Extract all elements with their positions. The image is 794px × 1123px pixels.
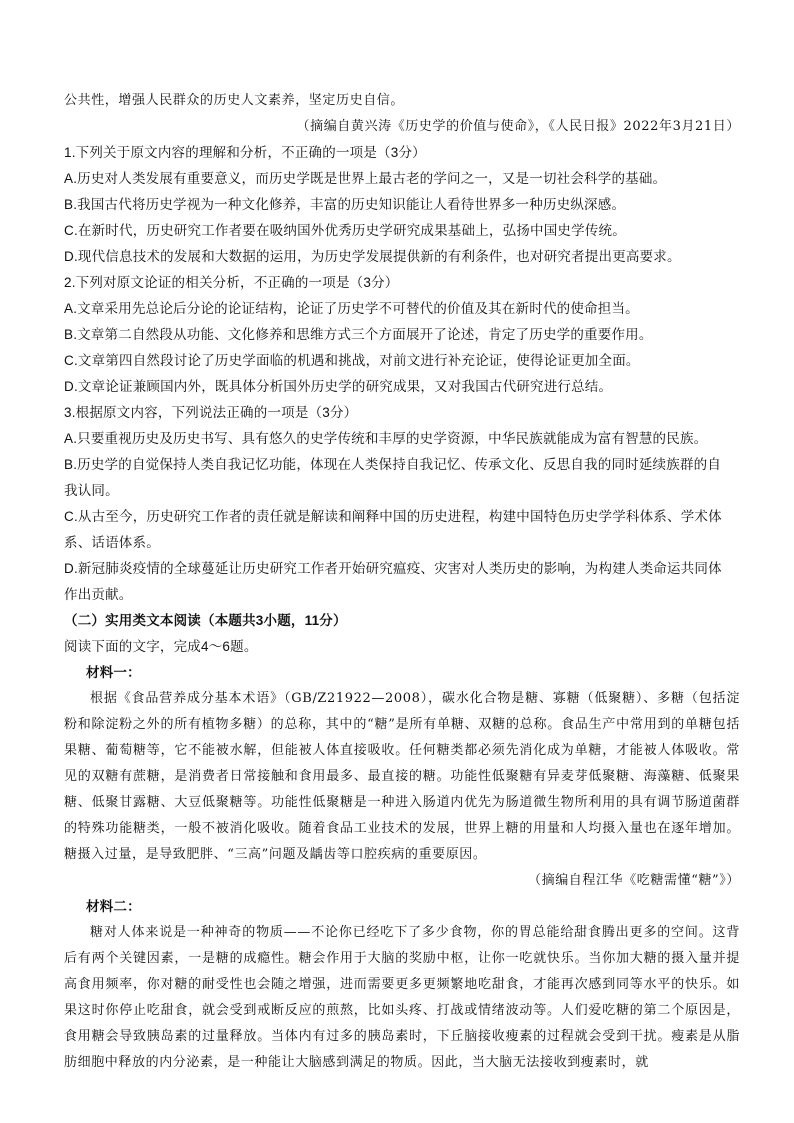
section-2-heading: （二）实用类文本阅读（本题共3小题，11分）	[64, 613, 347, 628]
question-3-option-d-line1: D.新冠肺炎疫情的全球蔓延让历史研究工作者开始研究瘟疫、灾害对人类历史的影响，为构建人类命运共同体	[64, 561, 722, 576]
question-3-option-d-line2: 作出贡献。	[64, 587, 133, 602]
material-1-source: （摘编自程江华《吃糖需懂“糖”》）	[528, 873, 740, 888]
question-2-option-b: B.文章第二自然段从功能、文化修养和思维方式三个方面展开了论述，肯定了历史学的重要作用。	[64, 327, 653, 342]
question-3	[64, 400, 740, 608]
section-2-instruction: 阅读下面的文字，完成4～6题。	[64, 639, 258, 654]
material-2	[64, 894, 740, 1076]
question-1-stem: 1.下列关于原文内容的理解和分析，不正确的一项是（3分）	[64, 145, 426, 160]
question-3-option-c-line2: 系、话语体系。	[64, 535, 160, 550]
question-3-stem: 3.根据原文内容，下列说法正确的一项是（3分）	[64, 405, 358, 420]
question-2-stem: 2.下列对原文论证的相关分析，不正确的一项是（3分）	[64, 275, 399, 290]
article-source: （摘编自黄兴涛《历史学的价值与使命》，《人民日报》2022年3月21日）	[296, 119, 740, 134]
question-2-option-a: A.文章采用先总论后分论的论证结构，论证了历史学不可替代的价值及其在新时代的使命担当。	[64, 301, 639, 316]
question-1-option-c: C.在新时代，历史研究工作者要在吸纳国外优秀历史学研究成果基础上，弘扬中国史学传统。	[64, 223, 626, 238]
material-1	[64, 660, 740, 894]
question-1-option-d: D.现代信息技术的发展和大数据的运用，为历史学发展提供新的有利条件，也对研究者提出更高要求。	[64, 249, 681, 264]
question-1	[64, 140, 740, 270]
material-2-label: 材料二：	[86, 899, 141, 914]
material-2-text: 糖对人体来说是一种神奇的物质——不论你已经吃下了多少食物，你的胃总能给甜食腾出更多的空间。这背后有两个关键因素，一是糖的成瘾性。糖会作用于大脑的奖励中枢，让你一吃就快乐。当你加大糖的摄入量并提高食用频率，你对糖的耐受性也会随之增强，进而需要更多更频繁地吃甜食，才能再次感到同等水平的快乐。如果这时你停止吃甜食，就会受到戒断反应的煎熬，比如头疼、打战或情绪波动等。人们爱吃糖的第二个原因是，食用糖会导致胰岛素的过量释放。当体内有过多的胰岛素时，下丘脑接收瘦素的过程就会受到干扰。瘦素是从脂肪细胞中释放的内分泌素，是一种能让大脑感到满足的物质。因此，当大脑无法接收到瘦素时，就	[64, 925, 740, 1070]
material-1-label: 材料一：	[86, 665, 141, 680]
question-1-option-b: B.我国古代将历史学视为一种文化修养，丰富的历史知识能让人看待世界多一种历史纵深感。	[64, 197, 626, 212]
question-3-option-b-line1: B.历史学的自觉保持人类自我记忆功能，体现在人类保持自我记忆、传承文化、反思自我的同时延续族群的自	[64, 457, 722, 472]
question-3-option-c-line1: C.从古至今，历史研究工作者的责任就是解读和阐释中国的历史进程，构建中国特色历史学学科体系、学术体	[64, 509, 722, 524]
material-1-text: 根据《食品营养成分基本术语》（GB/Z21922—2008），碳水化合物是糖、寡糖（低聚糖）、多糖（包括淀粉和除淀粉之外的所有植物多糖）的总称，其中的“糖”是所有单糖、双糖的总称。食品生产中常用到的单糖包括果糖、葡萄糖等，它不能被水解，但能被人体直接吸收。任何糖类都必须先消化成为单糖，才能被人体吸收。常见的双糖有蔗糖，是消费者日常接触和食用最多、最直接的糖。功能性低聚糖有异麦芽低聚糖、海藻糖、低聚果糖、低聚甘露糖、大豆低聚糖等。功能性低聚糖是一种进入肠道内优先为肠道微生物所利用的具有调节肠道菌群的特殊功能糖类，一般不被消化吸收。随着食品工业技术的发展，世界上糖的用量和人均摄入量也在逐年增加。糖摄入过量，是导致肥胖、“三高”问题及龋齿等口腔疾病的重要原因。	[64, 691, 740, 862]
document-page	[64, 88, 740, 1076]
question-1-option-a: A.历史对人类发展有重要意义，而历史学既是世界上最古老的学问之一，又是一切社会科学的基础。	[64, 171, 667, 186]
intro-ending-line: 公共性，增强人民群众的历史人文素养，坚定历史自信。	[64, 93, 405, 108]
question-2-option-d: D.文章论证兼顾国内外，既具体分析国外历史学的研究成果，又对我国古代研究进行总结。	[64, 379, 613, 394]
question-2-option-c: C.文章第四自然段讨论了历史学面临的机遇和挑战，对前文进行补充论证，使得论证更加全面。	[64, 353, 640, 368]
question-3-option-b-line2: 我认同。	[64, 483, 119, 498]
question-3-option-a: A.只要重视历史及历史书写、具有悠久的史学传统和丰厚的史学资源，中华民族就能成为富有智慧的民族。	[64, 431, 708, 446]
question-2	[64, 270, 740, 400]
